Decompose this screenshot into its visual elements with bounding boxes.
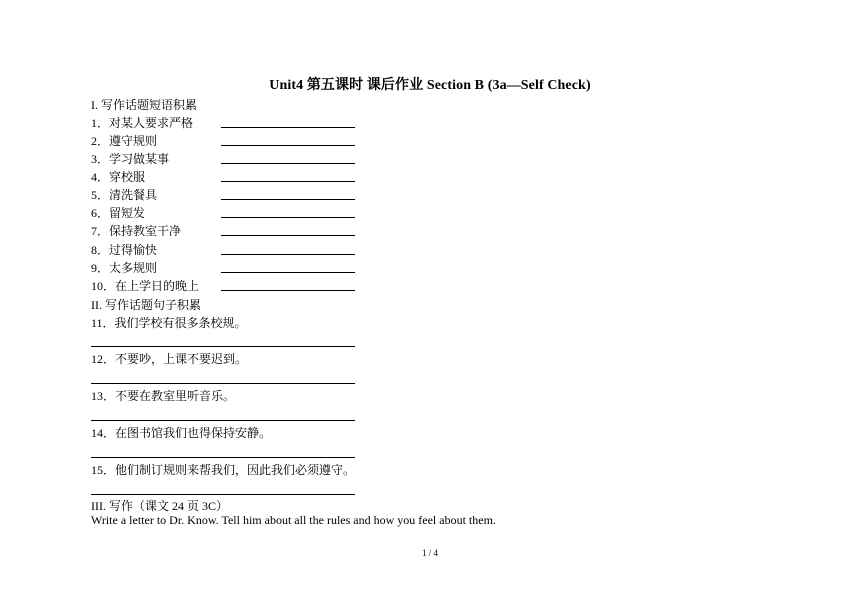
answer-blank[interactable] <box>221 235 355 236</box>
page-number: 1 / 4 <box>421 548 438 558</box>
phrase-item-1 <box>91 114 391 132</box>
phrase-item-3 <box>91 150 391 168</box>
page-title: Unit4 第五课时 课后作业 Section B (3a—Self Check) <box>269 78 591 93</box>
phrase-number: 4． <box>91 170 110 184</box>
phrase-item-7 <box>91 222 391 240</box>
section-1-heading: I. 写作话题短语积累 <box>91 98 197 112</box>
answer-blank[interactable] <box>221 272 355 273</box>
sentence-answer-line-15[interactable] <box>91 494 355 495</box>
phrase-number: 3． <box>91 152 110 166</box>
phrase-number: 2． <box>91 134 110 148</box>
phrase-number: 10． <box>91 279 116 293</box>
phrase-text: 清洗餐具 <box>109 188 158 202</box>
answer-blank[interactable] <box>221 163 355 164</box>
phrase-text: 对某人要求严格 <box>109 116 194 130</box>
phrase-number: 6． <box>91 206 110 220</box>
answer-blank[interactable] <box>221 290 355 291</box>
sentence-answer-line-11[interactable] <box>91 346 355 347</box>
sentence-answer-line-13[interactable] <box>91 420 355 421</box>
answer-blank[interactable] <box>221 217 355 218</box>
section-3-heading: III. 写作（课文 24 页 3C） <box>91 499 228 513</box>
phrase-text: 太多规则 <box>109 261 158 275</box>
sentence-prompt-15: 15．他们制订规则来帮我们，因此我们必须遵守。 <box>91 463 356 477</box>
phrase-number: 9． <box>91 261 110 275</box>
answer-blank[interactable] <box>221 181 355 182</box>
phrase-number: 5． <box>91 188 110 202</box>
answer-blank[interactable] <box>221 199 355 200</box>
sentence-answer-line-12[interactable] <box>91 383 355 384</box>
phrase-text: 保持教室干净 <box>109 224 182 238</box>
sentence-prompt-11: 11．我们学校有很多条校规。 <box>91 316 247 330</box>
phrase-item-10 <box>91 277 391 295</box>
writing-prompt: Write a letter to Dr. Know. Tell him about all the rules and how you feel about them. <box>91 513 496 527</box>
phrase-item-8 <box>91 241 391 259</box>
phrase-text: 过得愉快 <box>109 243 158 257</box>
sentence-answer-line-14[interactable] <box>91 457 355 458</box>
phrase-text: 留短发 <box>109 206 146 220</box>
phrase-item-9 <box>91 259 391 277</box>
phrase-item-6 <box>91 204 391 222</box>
phrase-item-4 <box>91 168 391 186</box>
answer-blank[interactable] <box>221 254 355 255</box>
phrase-item-5 <box>91 186 391 204</box>
section-2-heading: II. 写作话题句子积累 <box>91 298 201 312</box>
phrase-text: 遵守规则 <box>109 134 158 148</box>
answer-blank[interactable] <box>221 145 355 146</box>
sentence-prompt-13: 13．不要在教室里听音乐。 <box>91 389 236 403</box>
phrase-text: 在上学日的晚上 <box>115 279 200 293</box>
phrase-number: 7． <box>91 224 110 238</box>
phrase-text: 学习做某事 <box>109 152 170 166</box>
phrase-number: 8． <box>91 243 110 257</box>
answer-blank[interactable] <box>221 127 355 128</box>
phrase-text: 穿校服 <box>109 170 146 184</box>
phrase-item-2 <box>91 132 391 150</box>
sentence-prompt-14: 14．在图书馆我们也得保持安静。 <box>91 426 272 440</box>
phrase-number: 1． <box>91 116 110 130</box>
sentence-prompt-12: 12．不要吵，上课不要迟到。 <box>91 352 248 366</box>
